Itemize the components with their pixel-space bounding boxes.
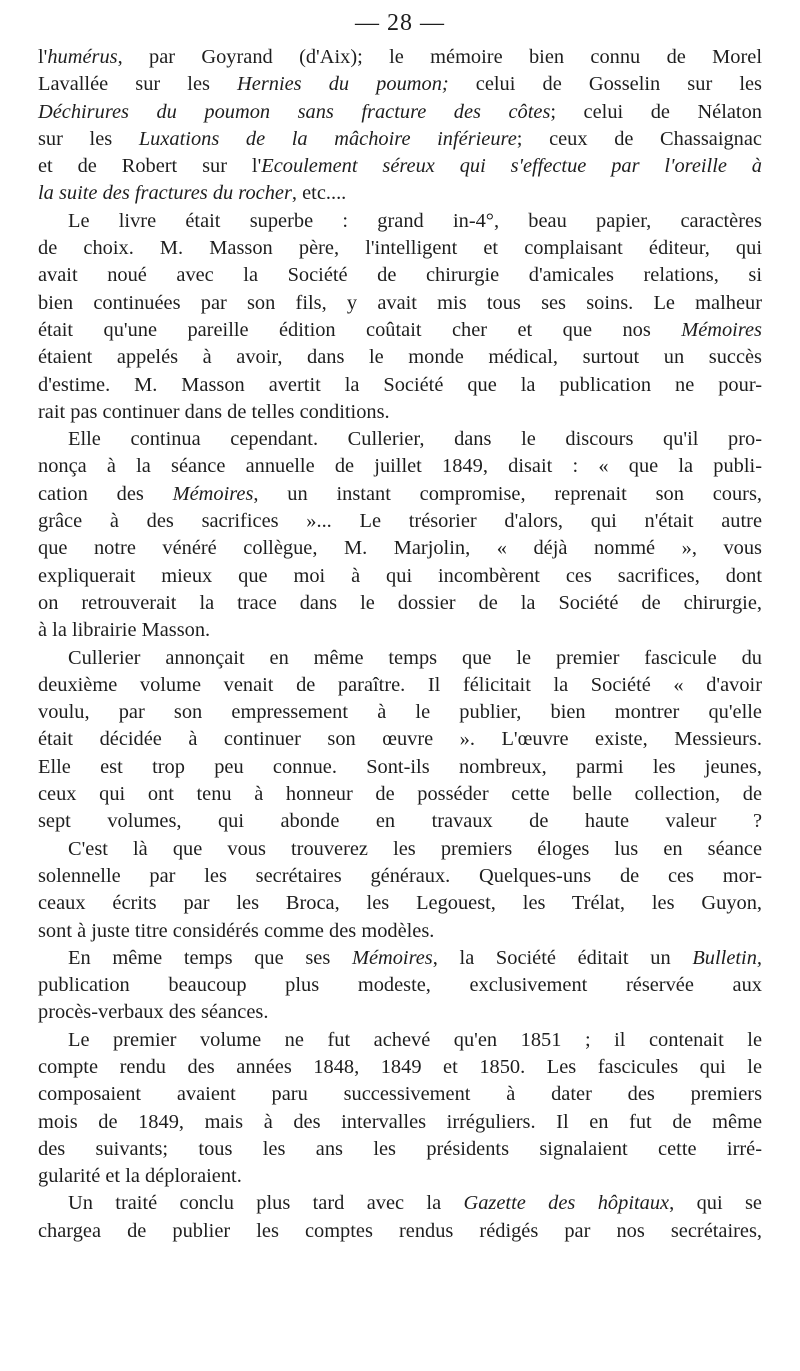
text-segment: procès-verbaux des séances. (38, 1001, 269, 1024)
text-line (38, 863, 762, 890)
text-segment: Le premier volume ne fut achevé qu'en 1851 ; il contenait le (68, 1028, 762, 1051)
text-segment: sur les (38, 127, 139, 150)
page-number: — 28 — (355, 10, 445, 36)
text-line (38, 808, 762, 835)
text-segment: , par Goyrand (d'Aix); le mémoire bien connu de Morel (117, 46, 762, 68)
text-line (38, 372, 762, 399)
text-segment: l' (38, 46, 48, 68)
text-line (38, 945, 762, 972)
text-line (38, 836, 762, 863)
text-segment: d'estime. M. Masson avertit la Société que la publication ne pour- (38, 373, 762, 396)
text-segment: était qu'une pareille édition coûtait cher et que nos (38, 318, 682, 341)
text-line (38, 645, 762, 672)
text-line (38, 1190, 762, 1217)
text-segment: , un instant compromise, reprenait son cours, (253, 482, 762, 505)
italic-title: Gazette des hôpitaux (463, 1192, 670, 1215)
text-segment: celui de Gosselin sur les (448, 73, 762, 96)
text-line (38, 262, 762, 289)
text-line (38, 890, 762, 917)
italic-title: Mémoires (351, 946, 433, 969)
text-segment: , la Société éditait un (432, 946, 693, 969)
text-segment: étaient appelés à avoir, dans le monde médical, surtout un succès (38, 346, 762, 369)
text-line (38, 44, 762, 71)
text-line (38, 563, 762, 590)
text-line (38, 617, 762, 644)
text-segment: Cullerier annonçait en même temps que le premier fascicule du (68, 646, 762, 669)
text-segment: expliquerait mieux que moi à qui incombèrent ces sacrifices, dont (38, 564, 762, 587)
text-segment: deuxième volume venait de paraître. Il félicitait la Société « d'avoir (38, 673, 762, 696)
text-segment: rait pas continuer dans de telles conditions. (38, 400, 390, 423)
text-line (38, 1136, 762, 1163)
text-line (38, 99, 762, 126)
text-segment: sept volumes, qui abonde en travaux de haute valeur ? (38, 810, 762, 833)
text-segment: publication beaucoup plus modeste, exclusivement réservée aux (38, 974, 762, 997)
text-segment: des suivants; tous les ans les présidents signalaient cette irré- (38, 1137, 762, 1160)
text-line (38, 426, 762, 453)
text-line (38, 399, 762, 426)
text-segment: ceux qui ont tenu à honneur de posséder cette belle collection, de (38, 783, 762, 806)
text-line (38, 918, 762, 945)
text-segment: C'est là que vous trouverez les premiers éloges lus en séance (68, 837, 762, 860)
text-body (38, 44, 762, 1245)
text-line (38, 699, 762, 726)
text-segment: et de Robert sur l' (38, 155, 262, 178)
italic-title: Ecoulement séreux qui s'effectue par l'oreille à (261, 155, 763, 178)
italic-title: Bulletin, (692, 946, 762, 969)
text-line (38, 999, 762, 1026)
text-line (38, 344, 762, 371)
text-segment: de choix. M. Masson père, l'intelligent et complaisant éditeur, qui (38, 237, 762, 260)
text-segment: ; celui de Nélaton (550, 100, 762, 123)
text-line (38, 1163, 762, 1190)
text-segment: sont à juste titre considérés comme des modèles. (38, 919, 435, 942)
text-line (38, 153, 762, 180)
text-segment: Elle est trop peu connue. Sont-ils nombreux, parmi les jeunes, (38, 755, 762, 778)
text-line (38, 1081, 762, 1108)
text-segment: grâce à des sacrifices »... Le trésorier d'alors, qui n'était autre (38, 510, 762, 533)
text-segment: solennelle par les secrétaires généraux. Quelques-uns de ces mor- (38, 864, 762, 887)
text-segment: gularité et la déploraient. (38, 1165, 242, 1188)
text-segment: Elle continua cependant. Cullerier, dans le discours qu'il pro- (68, 428, 762, 451)
text-segment: En même temps que ses (68, 946, 352, 969)
text-line (38, 1109, 762, 1136)
text-segment: ; ceux de Chassaignac (516, 127, 762, 150)
text-line (38, 672, 762, 699)
text-segment: avait noué avec la Société de chirurgie d'amicales relations, si (38, 264, 762, 287)
text-segment: composaient avaient paru successivement à dater des premiers (38, 1083, 762, 1106)
text-segment: Le livre était superbe : grand in-4°, beau papier, caractères (68, 209, 762, 232)
text-segment: bien continuées par son fils, y avait mis tous ses soins. Le malheur (38, 291, 762, 314)
text-line (38, 126, 762, 153)
text-line (38, 781, 762, 808)
italic-title: Déchirures du poumon sans fracture des côtes (38, 100, 551, 123)
text-line (38, 290, 762, 317)
text-segment: , etc.... (291, 182, 347, 205)
italic-title: Luxations de la mâchoire inférieure (138, 127, 517, 150)
text-line (38, 1027, 762, 1054)
italic-title: la suite des fractures du rocher (38, 182, 292, 205)
text-line (38, 590, 762, 617)
text-line (38, 317, 762, 344)
text-segment: Un traité conclu plus tard avec la (68, 1192, 464, 1215)
text-line (38, 754, 762, 781)
text-line (38, 235, 762, 262)
text-segment: était décidée à continuer son œuvre ». L'œuvre existe, Messieurs. (38, 728, 762, 751)
italic-title: Mémoires (172, 482, 254, 505)
text-line (38, 481, 762, 508)
italic-title: Hernies du poumon; (237, 73, 449, 96)
text-segment: compte rendu des années 1848, 1849 et 1850. Les fascicules qui le (38, 1055, 762, 1078)
text-segment: nonça à la séance annuelle de juillet 1849, disait : « que la publi- (38, 455, 762, 478)
text-segment: , qui se (669, 1192, 762, 1215)
text-segment: que notre vénéré collègue, M. Marjolin, « déjà nommé », vous (38, 537, 762, 560)
text-segment: on retrouverait la trace dans le dossier de la Société de chirurgie, (38, 591, 762, 614)
text-segment: Lavallée sur les (38, 73, 238, 96)
text-segment: à la librairie Masson. (38, 619, 211, 642)
text-line (38, 180, 762, 207)
text-segment: ceaux écrits par les Broca, les Legouest, les Trélat, les Guyon, (38, 892, 762, 915)
text-line (38, 972, 762, 999)
text-segment: cation des (38, 482, 173, 505)
text-segment: voulu, par son empressement à le publier, bien montrer qu'elle (38, 701, 762, 724)
text-line (38, 1218, 762, 1245)
text-segment: chargea de publier les comptes rendus rédigés par nos secrétaires, (38, 1219, 762, 1242)
italic-title: humérus (47, 46, 118, 68)
text-line (38, 726, 762, 753)
text-line (38, 535, 762, 562)
text-line (38, 508, 762, 535)
text-line (38, 71, 762, 98)
text-line (38, 453, 762, 480)
italic-title: Mémoires (681, 318, 762, 341)
text-line (38, 1054, 762, 1081)
text-line (38, 208, 762, 235)
text-segment: mois de 1849, mais à des intervalles irréguliers. Il en fut de même (38, 1110, 762, 1133)
